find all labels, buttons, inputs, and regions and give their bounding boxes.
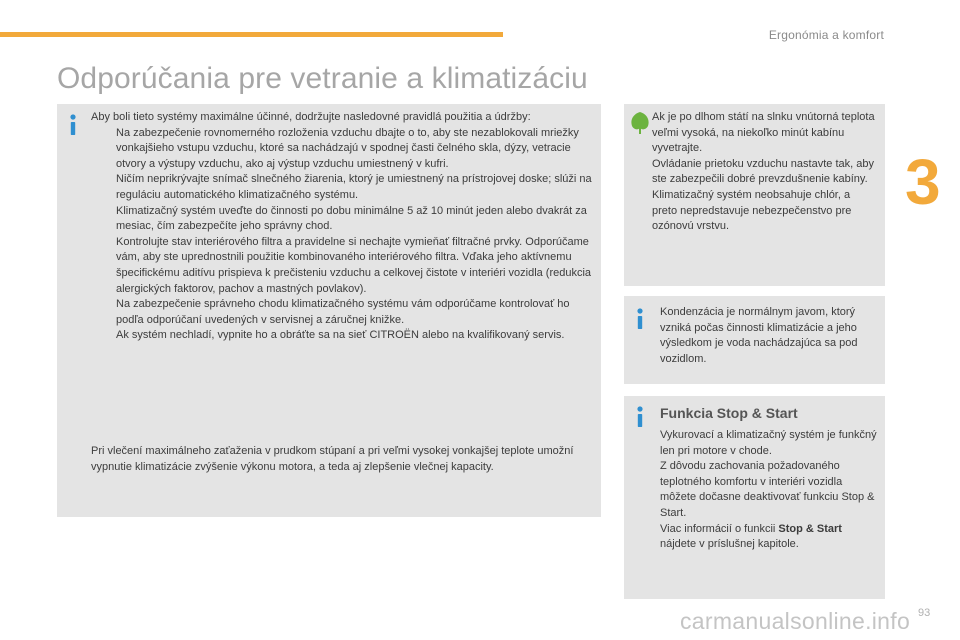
info-icon — [635, 406, 645, 428]
chapter-number: 3 — [905, 146, 941, 218]
info-icon — [635, 308, 645, 330]
list-item: Klimatizačný systém uveďte do činnosti po dobu minimálne 5 až 10 minút jeden alebo dvakrát za mesiac, čím zabezpečíte jeho správny chod. — [116, 204, 587, 233]
leaf-icon — [629, 111, 651, 135]
recommendations-intro: Aby boli tieto systémy maximálne účinné, dodržujte nasledovné pravidlá použitia a údržby: — [91, 111, 531, 123]
accent-bar — [0, 32, 503, 37]
list-item: Na zabezpečenie správneho chodu klimatizačného systému vám odporúčame kontrolovať ho podľa odporúčaní uvedených v servisnej a záručnej knižke. — [116, 298, 570, 326]
page-number: 93 — [918, 607, 931, 619]
stop-start-text: Vykurovací a klimatizačný systém je funkčný len pri motore v chode. Z dôvodu zachovania požadovaného teplotného komfortu v interiéri vozidla môžete dočasne deaktivovať funkciu Stop & Start. Viac informácií o funkcii Stop & Start nájdete v príslušnej kapitole. — [660, 429, 877, 551]
watermark: carmanualsonline.info — [680, 608, 911, 634]
recommendations-panel — [57, 104, 601, 517]
stop-start-bold: Stop & Start — [778, 522, 842, 535]
list-item: Ak systém nechladí, vypnite ho a obráťte sa na sieť CITROËN alebo na kvalifikovaný servis. — [116, 329, 565, 342]
stop-start-title: Funkcia Stop & Start — [660, 405, 798, 421]
eco-tip-text: Ak je po dlhom státí na slnku vnútorná teplota veľmi vysoká, na niekoľko minút kabínu vyvetrajte. Ovládanie prietoku vzduchu nastavte tak, aby ste zabezpečili dobré prevzdušnenie kabíny. Klimatizačný systém neobsahuje chlór, a preto nepredstavuje nebezpečenstvo pre ozónovú vrstvu. — [652, 111, 875, 233]
list-item: Kontrolujte stav interiérového filtra a pravidelne si nechajte vymieňať filtračné prvky. Odporúčame vám, aby ste uprednostnili použitie kombinovaného interiérového filtra. Vďaka jeho aktívnemu špecifickému aditívu prispieva k prečisteniu vzduchu a celkovej čistote v interiéri vozidla (redukcia alergických faktorov, pachov a mastných povlakov). — [116, 235, 592, 295]
condensation-panel — [624, 296, 885, 384]
towing-note: Pri vlečení maximálneho zaťaženia v prudkom stúpaní a pri veľmi vysokej vonkajšej teplote umožní vypnutie klimatizácie zvýšenie výkonu motora, a teda aj zlepšenie vlečnej kapacity. — [91, 445, 574, 473]
recommendations-list — [91, 126, 596, 344]
recommendations-text — [91, 110, 596, 344]
condensation-text: Kondenzácia je normálnym javom, ktorý vzniká počas činnosti klimatizácie a jeho výsledkom je voda nachádzajúca sa pod vozidlom. — [660, 306, 858, 365]
list-item: Ničím neprikrývajte snímač slnečného žiarenia, ktorý je umiestnený na prístrojovej doske; slúži na reguláciu automatického klimatizačného systému. — [116, 173, 592, 201]
page-title: Odporúčania pre vetranie a klimatizáciu — [57, 62, 588, 95]
stop-start-panel — [624, 396, 885, 599]
list-item: Na zabezpečenie rovnomerného rozloženia vzduchu dbajte o to, aby ste nezablokovali mriežky vonkajšieho vstupu vzduchu, ktoré sa nachádzajú v spodnej časti čelného skla, dýzy, vetracie otvory a výstupy vzduchu, ako aj výstup vzduchu umiestnený v kufri. — [116, 126, 579, 170]
eco-tip-panel — [624, 104, 885, 286]
info-icon — [68, 114, 78, 136]
section-title: Ergonómia a komfort — [768, 28, 884, 42]
